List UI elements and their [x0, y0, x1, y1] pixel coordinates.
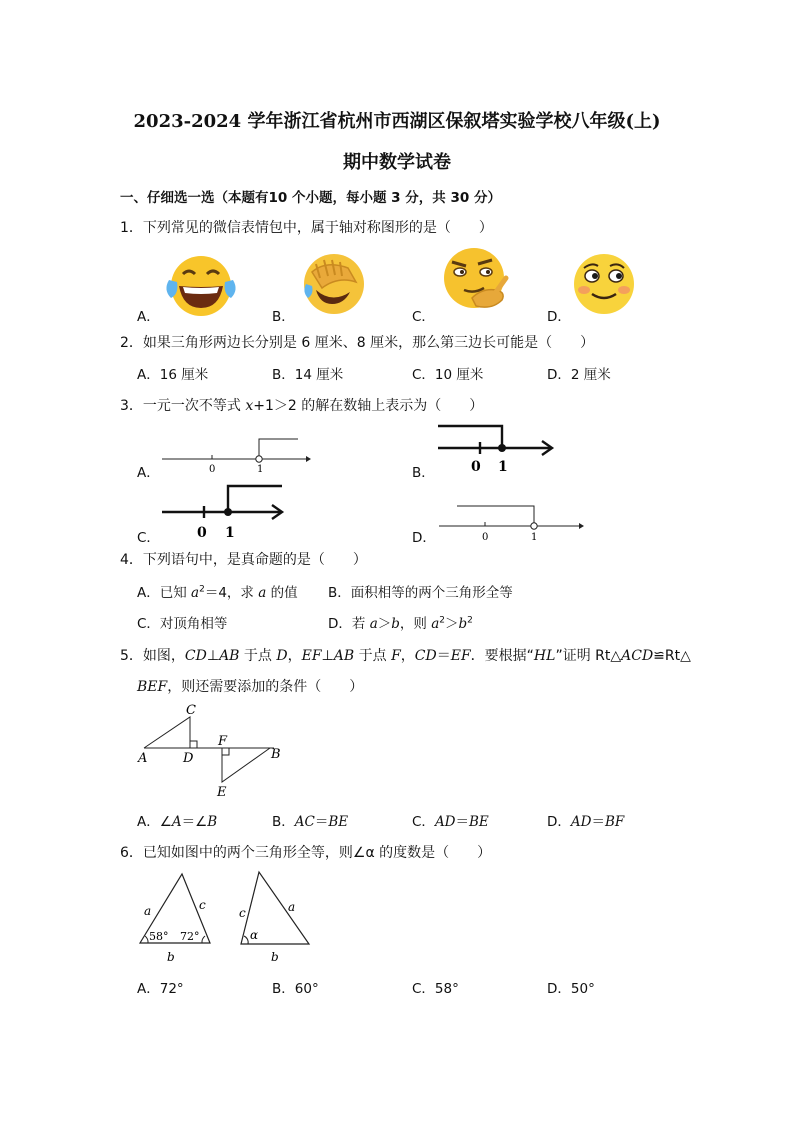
q4-option-b: B．面积相等的两个三角形全等	[328, 585, 513, 601]
label-b: B	[271, 747, 281, 762]
q5-option-d: D．AD＝BF	[547, 814, 625, 830]
q2-stem: 2．如果三角形两边长分别是 6 厘米、8 厘米，那么第三边长可能是（ ）	[120, 335, 595, 351]
q3-label-c: C．	[137, 530, 160, 546]
exam-title-line1: 2023-2024 学年浙江省杭州市西湖区保叙塔实验学校八年级(上)	[133, 111, 661, 132]
label-f: F	[218, 734, 228, 749]
label-b2: b	[271, 950, 279, 964]
q1-label-c: C．	[412, 309, 435, 325]
q1-label-a: A．	[137, 309, 160, 325]
q6-option-a: A．72°	[137, 981, 184, 997]
label-c2: c	[239, 906, 246, 920]
tick-label-1: 1	[257, 464, 264, 474]
tick-label-1: 1	[531, 532, 538, 543]
q6-triangles-figure	[132, 866, 317, 966]
label-e: E	[217, 785, 227, 800]
q5-option-a: A．∠A＝∠B	[137, 814, 218, 830]
label-b1: b	[167, 950, 175, 964]
laughing-tears-emoji	[163, 252, 239, 318]
q4-stem: 4．下列语句中，是真命题的是（ ）	[120, 552, 367, 568]
label-c1: c	[199, 898, 206, 912]
q3-label-d: D．	[412, 530, 436, 546]
q4-option-d: D．若 a＞b，则 $a^2>b^2$	[328, 615, 473, 632]
tick-label-1: 1	[498, 459, 508, 475]
tick-label-1: 1	[225, 525, 235, 541]
tick-label-0: 0	[197, 525, 207, 541]
q5-option-c: C．AD＝BE	[412, 814, 489, 830]
angle-72: 72°	[180, 930, 200, 943]
number-line-a	[160, 432, 312, 474]
q1-label-d: D．	[547, 309, 571, 325]
q5-stem-line1: 5．如图，CD⊥AB 于点 D，EF⊥AB 于点 F，CD＝EF．要根据“HL”证明 Rt△ACD≌Rt△	[120, 648, 691, 664]
q2-option-a: A．16 厘米	[137, 367, 209, 383]
q6-option-b: B．60°	[272, 981, 319, 997]
q2-option-d: D．2 厘米	[547, 367, 611, 383]
label-a2: a	[288, 900, 296, 914]
number-line-b	[436, 420, 558, 476]
q4-option-a: A．已知 $a^2=4$，求 a 的值	[137, 584, 298, 601]
q5-stem-line2: BEF，则还需要添加的条件（ ）	[137, 679, 364, 695]
q3-label-a: A．	[137, 465, 160, 481]
label-a: A	[138, 751, 148, 766]
section-heading: 一、仔细选一选（本题有10 个小题，每小题 3 分，共 30 分）	[120, 190, 501, 206]
q1-label-b: B．	[272, 309, 295, 325]
q6-option-d: D．50°	[547, 981, 595, 997]
smiling-emoji	[570, 250, 638, 316]
q4-option-c: C．对顶角相等	[137, 616, 228, 632]
q3-label-b: B．	[412, 465, 435, 481]
thinking-emoji	[438, 246, 512, 314]
angle-alpha: α	[250, 928, 259, 942]
label-a1: a	[144, 904, 152, 918]
facepalm-emoji	[298, 250, 370, 316]
label-c: C	[186, 703, 196, 718]
angle-58: 58°	[149, 930, 169, 943]
q5-triangle-figure	[134, 700, 294, 802]
q1-stem: 1．下列常见的微信表情包中，属于轴对称图形的是（ ）	[120, 220, 493, 236]
tick-label-0: 0	[209, 464, 216, 474]
exam-title-line2: 期中数学试卷	[343, 152, 451, 173]
label-d: D	[183, 751, 194, 766]
tick-label-0: 0	[471, 459, 481, 475]
tick-label-0: 0	[482, 532, 489, 543]
q3-stem: 3．一元一次不等式 x+1＞2 的解在数轴上表示为（ ）	[120, 398, 484, 414]
q6-option-c: C．58°	[412, 981, 459, 997]
number-line-d	[437, 500, 587, 544]
q6-stem: 6．已知如图中的两个三角形全等，则∠α 的度数是（ ）	[120, 845, 492, 861]
q2-option-b: B．14 厘米	[272, 367, 344, 383]
q5-option-b: B．AC＝BE	[272, 814, 349, 830]
q2-option-c: C．10 厘米	[412, 367, 484, 383]
number-line-c	[160, 481, 286, 541]
